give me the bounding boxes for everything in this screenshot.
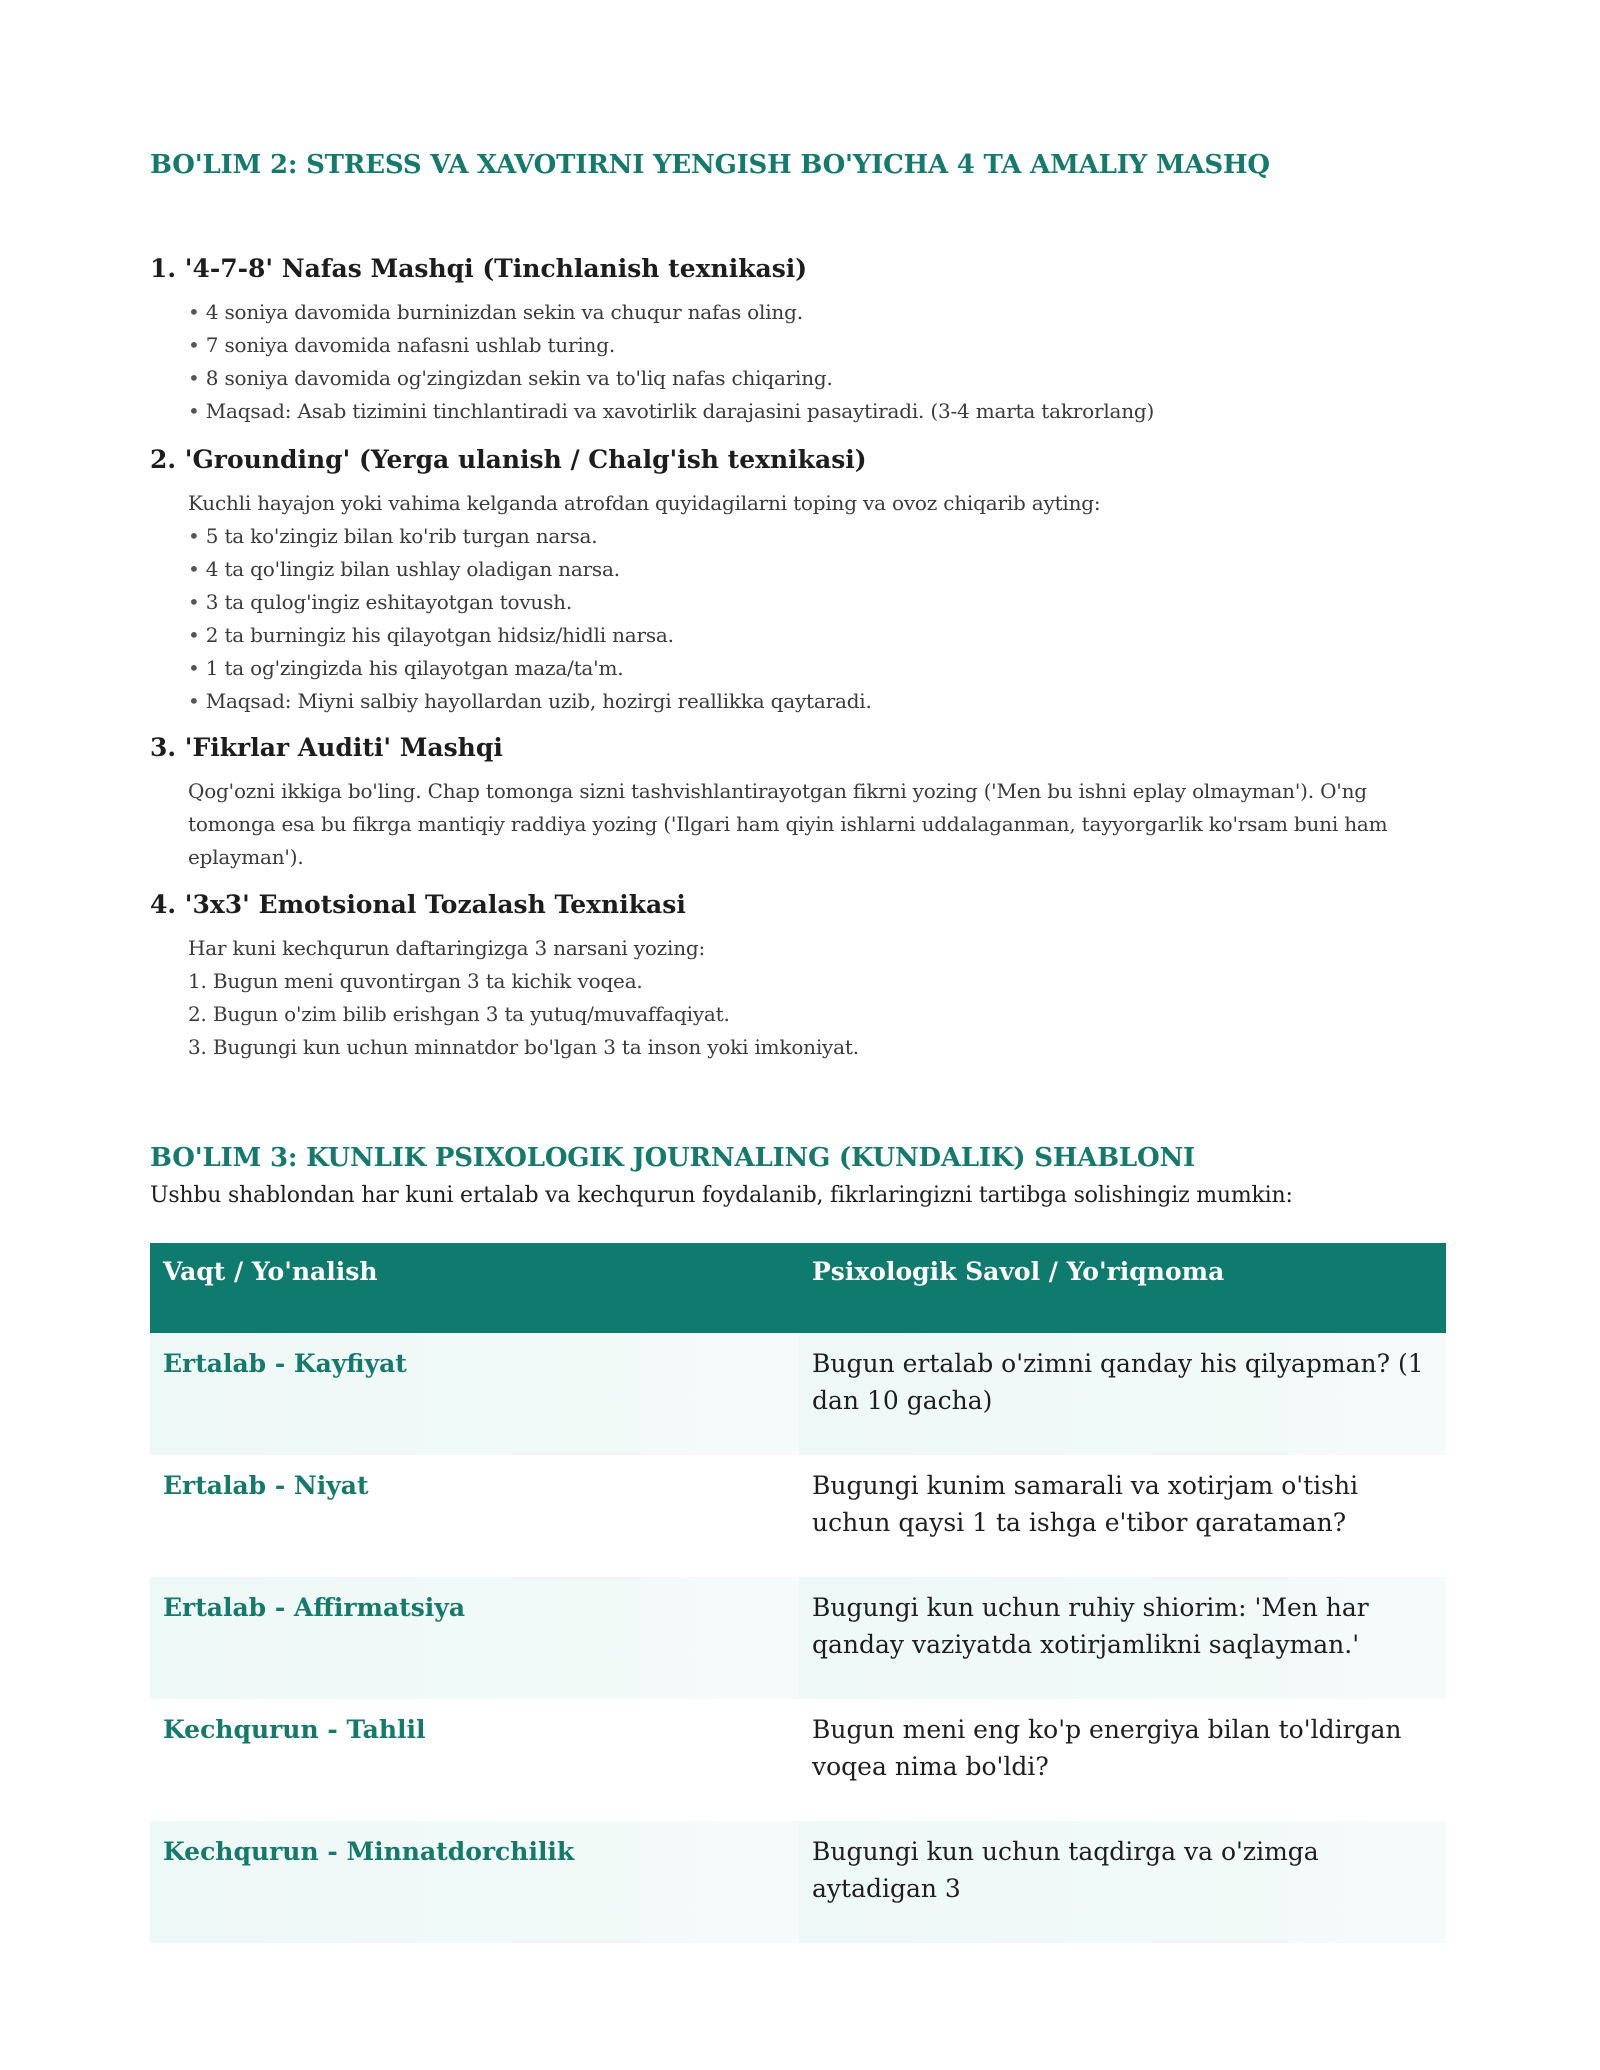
row-question: Bugun ertalab o'zimni qanday his qilyapman? (1 dan 10 gacha) xyxy=(799,1333,1446,1455)
exercise-1-list xyxy=(188,296,1154,428)
table-row xyxy=(150,1455,1446,1577)
exercise-4-list xyxy=(188,932,859,1064)
exercise-1-title: 1. '4-7-8' Nafas Mashqi (Tinchlanish texnikasi) xyxy=(150,254,808,283)
list-item: • 3 ta qulog'ingiz eshitayotgan tovush. xyxy=(188,586,1100,619)
exercise-3-title: 3. 'Fikrlar Auditi' Mashqi xyxy=(150,733,503,762)
row-question: Bugungi kun uchun ruhiy shiorim: 'Men har qanday vaziyatda xotirjamlikni saqlayman.' xyxy=(799,1577,1446,1699)
list-item: • 2 ta burningiz his qilayotgan hidsiz/hidli narsa. xyxy=(188,619,1100,652)
list-item: 3. Bugungi kun uchun minnatdor bo'lgan 3 ta inson yoki imkoniyat. xyxy=(188,1035,859,1059)
exercise-3-paragraph: Qog'ozni ikkiga bo'ling. Chap tomonga sizni tashvishlantirayotgan fikrni yozing ('Men bu ishni eplay olmayman'). O'ng tomonga esa bu fikrga mantiqiy raddiya yozing ('Ilgari ham qiyin ishlarni uddalaganman, tayyorgarlik ko'rsam buni ham eplayman'). xyxy=(188,779,1388,869)
list-item: • Maqsad: Miyni salbiy hayollardan uzib, hozirgi reallikka qaytaradi. xyxy=(188,685,1100,718)
table-row xyxy=(150,1333,1446,1455)
list-item: • 4 ta qo'lingiz bilan ushlay oladigan narsa. xyxy=(188,553,1100,586)
exercise-2-list xyxy=(188,487,1100,718)
row-label: Ertalab - Niyat xyxy=(150,1455,799,1577)
section-3-intro: Ushbu shablondan har kuni ertalab va kechqurun foydalanib, fikrlaringizni tartibga solishingiz mumkin: xyxy=(150,1183,1293,1208)
list-item: • 8 soniya davomida og'zingizdan sekin va to'liq nafas chiqaring. xyxy=(188,362,1154,395)
table-row xyxy=(150,1821,1446,1943)
journaling-template-table xyxy=(150,1243,1446,1943)
list-item: • 4 soniya davomida burninizdan sekin va chuqur nafas oling. xyxy=(188,296,1154,329)
exercise-2-intro: Kuchli hayajon yoki vahima kelganda atrofdan quyidagilarni toping va ovoz chiqarib ayting: xyxy=(188,491,1101,515)
row-label: Kechqurun - Tahlil xyxy=(150,1699,799,1821)
list-item: • 7 soniya davomida nafasni ushlab turing. xyxy=(188,329,1154,362)
row-label: Ertalab - Kayfiyat xyxy=(150,1333,799,1455)
section-3-title: BO'LIM 3: KUNLIK PSIXOLOGIK JOURNALING (KUNDALIK) SHABLONI xyxy=(150,1143,1195,1173)
list-item: 2. Bugun o'zim bilib erishgan 3 ta yutuq/muvaffaqiyat. xyxy=(188,1002,730,1026)
list-item: • 5 ta ko'zingiz bilan ko'rib turgan narsa. xyxy=(188,520,1100,553)
row-label: Kechqurun - Minnatdorchilik xyxy=(150,1821,799,1943)
row-question: Bugungi kun uchun taqdirga va o'zimga aytadigan 3 xyxy=(799,1821,1446,1943)
list-item: 1. Bugun meni quvontirgan 3 ta kichik voqea. xyxy=(188,969,643,993)
row-question: Bugungi kunim samarali va xotirjam o'tishi uchun qaysi 1 ta ishga e'tibor qarataman? xyxy=(799,1455,1446,1577)
list-item: • 1 ta og'zingizda his qilayotgan maza/ta'm. xyxy=(188,652,1100,685)
row-question: Bugun meni eng ko'p energiya bilan to'ldirgan voqea nima bo'ldi? xyxy=(799,1699,1446,1821)
row-label: Ertalab - Affirmatsiya xyxy=(150,1577,799,1699)
section-2-title: BO'LIM 2: STRESS VA XAVOTIRNI YENGISH BO'YICHA 4 TA AMALIY MASHQ xyxy=(150,150,1270,180)
exercise-4-title: 4. '3x3' Emotsional Tozalash Texnikasi xyxy=(150,890,686,919)
exercise-2-title: 2. 'Grounding' (Yerga ulanish / Chalg'ish texnikasi) xyxy=(150,445,867,474)
table-row xyxy=(150,1699,1446,1821)
column-header-time: Vaqt / Yo'nalish xyxy=(150,1243,799,1333)
column-header-question: Psixologik Savol / Yo'riqnoma xyxy=(799,1243,1446,1333)
exercise-4-intro: Har kuni kechqurun daftaringizga 3 narsani yozing: xyxy=(188,936,706,960)
table-header-row xyxy=(150,1243,1446,1333)
list-item: • Maqsad: Asab tizimini tinchlantiradi va xavotirlik darajasini pasaytiradi. (3-4 marta takrorlang) xyxy=(188,395,1154,428)
table-row xyxy=(150,1577,1446,1699)
